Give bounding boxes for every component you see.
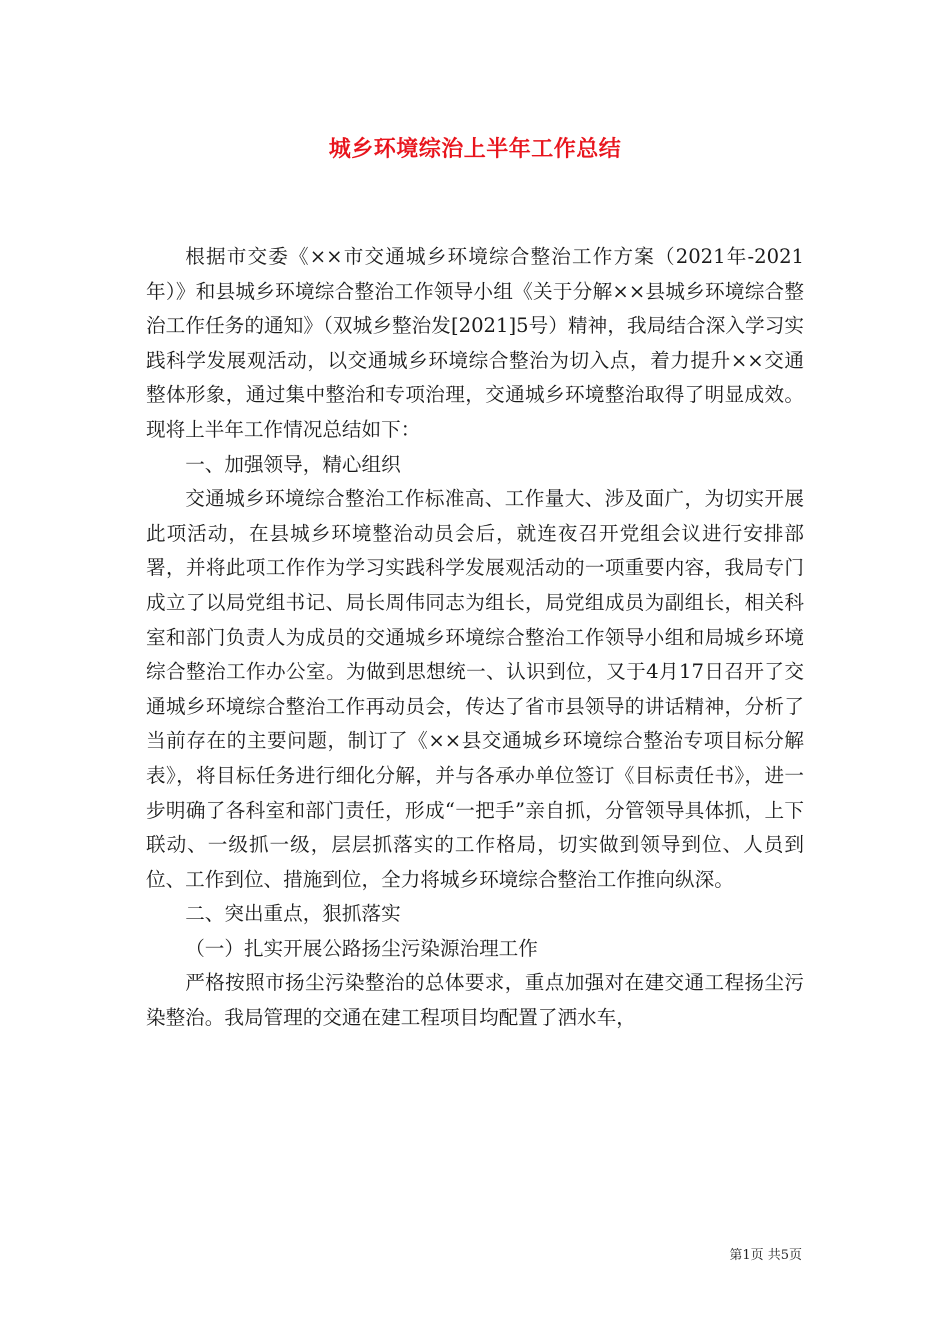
subsection-heading-1: （一）扎实开展公路扬尘污染源治理工作	[185, 936, 538, 960]
document-body	[146, 240, 804, 1036]
intro-paragraph: 根据市交委《××市交通城乡环境综合整治工作方案（2021年-2021年）》和县城乡环境综合整治工作领导小组《关于分解××县城乡环境综合整治工作任务的通知》（双城乡整治发[2021]5号）精神，我局结合深入学习实践科学发展观活动，以交通城乡环境综合整治为切入点，着力提升××交通整体形象，通过集中整治和专项治理，交通城乡环境整治取得了明显成效。现将上半年工作情况总结如下：	[146, 245, 804, 441]
section-heading-2: 二、突出重点，狠抓落实	[185, 902, 401, 926]
section-1-paragraph: 交通城乡环境综合整治工作标准高、工作量大、涉及面广，为切实开展此项活动，在县城乡环境整治动员会后，就连夜召开党组会议进行安排部署，并将此项工作作为学习实践科学发展观活动的一项重要内容，我局专门成立了以局党组书记、局长周伟同志为组长，局党组成员为副组长，相关科室和部门负责人为成员的交通城乡环境综合整治工作领导小组和局城乡环境综合整治工作办公室。为做到思想统一、认识到位，又于4月17日召开了交通城乡环境综合整治工作再动员会，传达了省市县领导的讲话精神，分析了当前存在的主要问题，制订了《××县交通城乡环境综合整治专项目标分解表》，将目标任务进行细化分解，并与各承办单位签订《目标责任书》，进一步明确了各科室和部门责任，形成“一把手”亲自抓，分管领导具体抓，上下联动、一级抓一级，层层抓落实的工作格局，切实做到领导到位、人员到位、工作到位、措施到位，全力将城乡环境综合整治工作推向纵深。	[146, 487, 804, 891]
page-number-footer: 第1页 共5页	[729, 1248, 802, 1263]
section-heading-1: 一、加强领导，精心组织	[185, 452, 401, 476]
subsection-1-paragraph: 严格按照市扬尘污染整治的总体要求，重点加强对在建交通工程扬尘污染整治。我局管理的交通在建工程项目均配置了洒水车，	[146, 971, 804, 1030]
document-title: 城乡环境综治上半年工作总结	[328, 137, 622, 162]
